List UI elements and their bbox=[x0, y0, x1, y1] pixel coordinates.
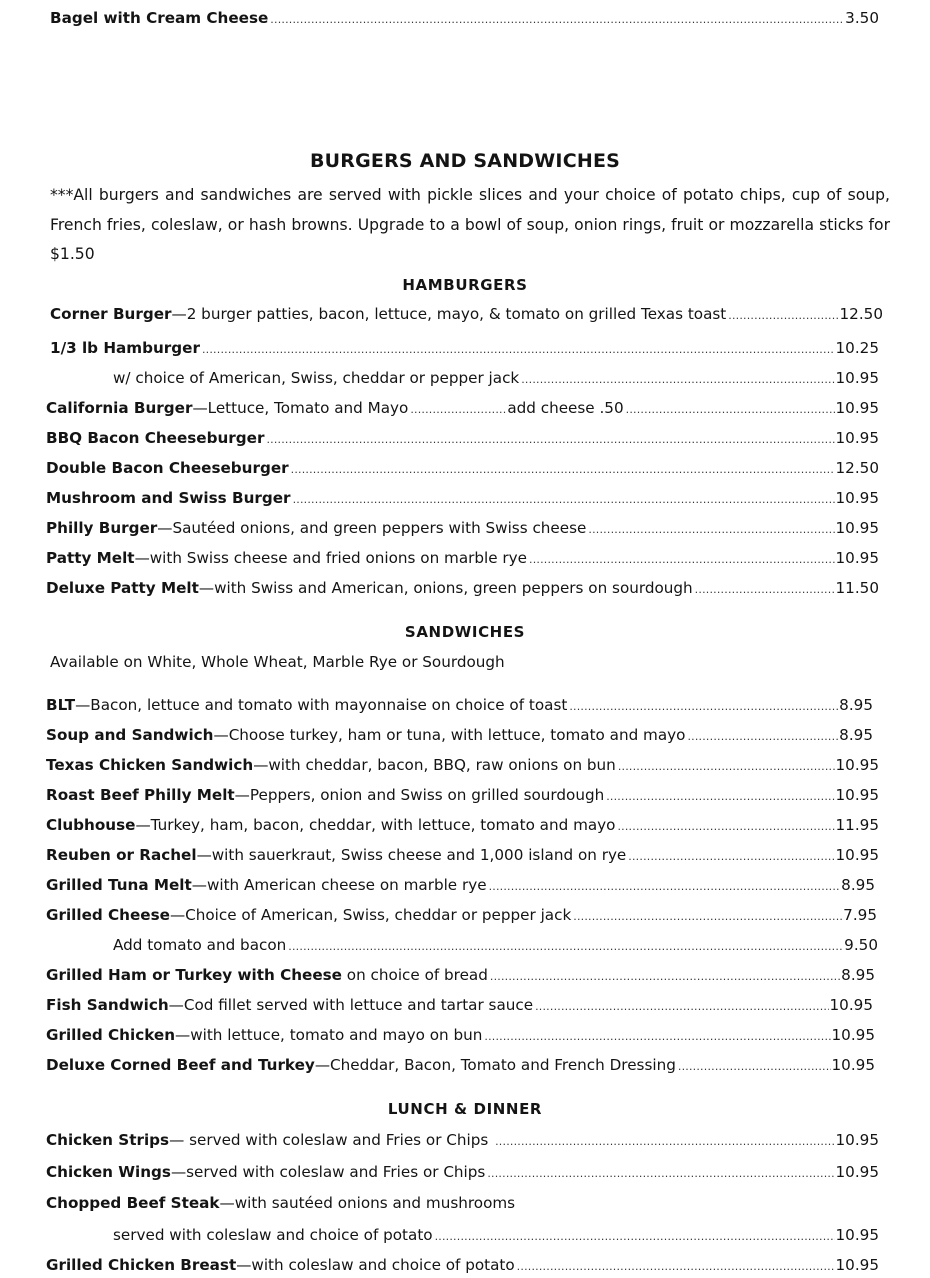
item-price: 10.95 bbox=[835, 1163, 879, 1181]
menu-item-deluxe-patty-melt bbox=[46, 577, 879, 599]
item-price: 8.95 bbox=[839, 726, 873, 744]
item-price: 11.95 bbox=[835, 816, 879, 834]
item-desc: —served with coleslaw and Fries or Chips bbox=[170, 1163, 486, 1181]
item-desc: —Peppers, onion and Swiss on grilled sourdough bbox=[234, 786, 605, 804]
item-price: 10.95 bbox=[835, 549, 879, 567]
item-price: 10.95 bbox=[835, 1131, 879, 1149]
menu-item-double-bacon-cheeseburger bbox=[46, 457, 879, 479]
menu-item-bbq-bacon-cheeseburger bbox=[46, 427, 879, 449]
menu-item-roast-beef-philly-melt bbox=[46, 784, 879, 806]
item-desc: —Choice of American, Swiss, cheddar or pepper jack bbox=[169, 906, 572, 924]
dot-leader bbox=[588, 517, 834, 541]
dot-leader bbox=[266, 427, 834, 451]
item-desc: —Turkey, ham, bacon, cheddar, with lettuce, tomato and mayo bbox=[135, 816, 616, 834]
item-name: Corner Burger bbox=[50, 305, 172, 323]
item-name: Deluxe Patty Melt bbox=[46, 579, 199, 597]
item-desc: —Sautéed onions, and green peppers with Swiss cheese bbox=[157, 519, 587, 537]
menu-item-texas-chicken-sandwich bbox=[46, 754, 879, 776]
item-desc: —with lettuce, tomato and mayo on bun bbox=[175, 1026, 483, 1044]
item-name: Philly Burger bbox=[46, 519, 158, 537]
menu-item-grilled-chicken bbox=[46, 1024, 875, 1046]
item-name: Soup and Sandwich bbox=[46, 726, 214, 744]
menu-item-hamburger-cheese-option bbox=[113, 367, 879, 389]
item-desc: —with cheddar, bacon, BBQ, raw onions on bun bbox=[253, 756, 616, 774]
item-desc: —Choose turkey, ham or tuna, with lettuce, tomato and mayo bbox=[213, 726, 686, 744]
menu-item-third-lb-hamburger bbox=[50, 337, 879, 359]
item-price: 10.95 bbox=[835, 846, 879, 864]
item-price: 10.95 bbox=[835, 1256, 879, 1274]
section-title: BURGERS AND SANDWICHES bbox=[309, 150, 621, 172]
dot-leader bbox=[695, 577, 835, 601]
menu-item-soup-and-sandwich bbox=[46, 724, 873, 746]
dot-leader bbox=[606, 784, 834, 808]
menu-item-patty-melt bbox=[46, 547, 879, 569]
item-desc: —with Swiss cheese and fried onions on marble rye bbox=[134, 549, 527, 567]
item-name: Double Bacon Cheeseburger bbox=[46, 459, 289, 477]
dot-leader bbox=[487, 1161, 834, 1185]
item-price: 10.95 bbox=[835, 1226, 879, 1244]
item-addon: add cheese .50 bbox=[507, 399, 624, 417]
item-name: Roast Beef Philly Melt bbox=[46, 786, 235, 804]
dot-leader bbox=[410, 397, 506, 421]
item-price: 10.95 bbox=[835, 519, 879, 537]
item-price: 10.95 bbox=[831, 1026, 875, 1044]
item-name: Bagel with Cream Cheese bbox=[50, 9, 269, 27]
menu-item-chopped-beef-steak-sides bbox=[113, 1224, 879, 1246]
item-name: Clubhouse bbox=[46, 816, 136, 834]
item-name: Grilled Chicken bbox=[46, 1026, 176, 1044]
item-desc: —Cheddar, Bacon, Tomato and French Dressing bbox=[314, 1056, 676, 1074]
menu-item-grilled-chicken-breast bbox=[46, 1254, 879, 1276]
item-price: 10.95 bbox=[831, 1056, 875, 1074]
dot-leader bbox=[435, 1224, 835, 1248]
dot-leader bbox=[521, 367, 834, 391]
menu-item-corner-burger bbox=[50, 303, 883, 325]
item-price: 10.95 bbox=[835, 369, 879, 387]
menu-item-chicken-strips bbox=[46, 1129, 879, 1151]
menu-item-chicken-wings bbox=[46, 1161, 879, 1183]
hamburgers-title: HAMBURGERS bbox=[402, 276, 528, 294]
item-name: Chicken Wings bbox=[46, 1163, 171, 1181]
dot-leader bbox=[495, 1129, 834, 1153]
dot-leader bbox=[489, 874, 841, 898]
item-price: 12.50 bbox=[835, 459, 879, 477]
item-name: Grilled Tuna Melt bbox=[46, 876, 192, 894]
item-name: Patty Melt bbox=[46, 549, 135, 567]
menu-item-grilled-ham-turkey-cheese bbox=[46, 964, 875, 986]
menu-item-grilled-tuna-melt bbox=[46, 874, 875, 896]
dot-leader bbox=[628, 844, 834, 868]
dot-leader bbox=[490, 964, 840, 988]
item-name: Chopped Beef Steak bbox=[46, 1194, 220, 1212]
dot-leader bbox=[291, 457, 835, 481]
item-desc: served with coleslaw and choice of potato bbox=[113, 1226, 433, 1244]
item-name: BBQ Bacon Cheeseburger bbox=[46, 429, 265, 447]
section-note: ***All burgers and sandwiches are served with pickle slices and your choice of potato chips, cup of soup, French fries, coleslaw, or hash browns. Upgrade to a bowl of soup, onion rings, fruit or mozzarella sticks for $1.50 bbox=[50, 186, 890, 263]
item-price: 7.95 bbox=[843, 906, 877, 924]
item-price: 10.95 bbox=[835, 786, 879, 804]
sandwiches-title: SANDWICHES bbox=[404, 623, 526, 641]
dot-leader bbox=[687, 724, 838, 748]
menu-item-deluxe-corned-beef-turkey bbox=[46, 1054, 875, 1076]
menu-item-grilled-cheese bbox=[46, 904, 877, 926]
item-desc: —with sautéed onions and mushrooms bbox=[219, 1194, 516, 1212]
item-name: Grilled Chicken Breast bbox=[46, 1256, 237, 1274]
item-name: Mushroom and Swiss Burger bbox=[46, 489, 291, 507]
menu-item-chopped-beef-steak bbox=[46, 1192, 879, 1214]
item-desc: — served with coleslaw and Fries or Chips bbox=[169, 1131, 494, 1149]
item-price: 10.95 bbox=[829, 996, 873, 1014]
dot-leader bbox=[618, 754, 835, 778]
item-price: 3.50 bbox=[845, 9, 879, 27]
dot-leader bbox=[535, 994, 828, 1018]
menu-item-bagel bbox=[50, 7, 879, 29]
dot-leader bbox=[728, 303, 838, 327]
item-desc: —with Swiss and American, onions, green peppers on sourdough bbox=[198, 579, 693, 597]
dot-leader bbox=[626, 397, 835, 421]
dot-leader bbox=[517, 1254, 835, 1278]
dot-leader bbox=[569, 694, 838, 718]
menu-item-blt bbox=[46, 694, 873, 716]
menu-item-philly-burger bbox=[46, 517, 879, 539]
lunch-dinner-title: LUNCH & DINNER bbox=[387, 1100, 543, 1118]
item-desc: —with sauerkraut, Swiss cheese and 1,000 island on rye bbox=[196, 846, 627, 864]
item-price: 12.50 bbox=[839, 305, 883, 323]
item-price: 10.25 bbox=[835, 339, 879, 357]
item-name: California Burger bbox=[46, 399, 193, 417]
item-name: Reuben or Rachel bbox=[46, 846, 197, 864]
dot-leader bbox=[270, 7, 844, 31]
item-name: Chicken Strips bbox=[46, 1131, 170, 1149]
item-price: 11.50 bbox=[835, 579, 879, 597]
item-price: 10.95 bbox=[835, 429, 879, 447]
dot-leader bbox=[293, 487, 835, 511]
item-desc: —Lettuce, Tomato and Mayo bbox=[192, 399, 409, 417]
item-desc: —Cod fillet served with lettuce and tartar sauce bbox=[168, 996, 534, 1014]
item-name: Deluxe Corned Beef and Turkey bbox=[46, 1056, 315, 1074]
menu-item-fish-sandwich bbox=[46, 994, 873, 1016]
item-desc: Add tomato and bacon bbox=[113, 936, 287, 954]
item-name: Grilled Cheese bbox=[46, 906, 170, 924]
item-name: BLT bbox=[46, 696, 76, 714]
item-desc: —with American cheese on marble rye bbox=[191, 876, 487, 894]
item-name: Texas Chicken Sandwich bbox=[46, 756, 254, 774]
item-desc: —with coleslaw and choice of potato bbox=[236, 1256, 515, 1274]
item-price: 8.95 bbox=[841, 876, 875, 894]
item-price: 8.95 bbox=[841, 966, 875, 984]
item-price: 8.95 bbox=[839, 696, 873, 714]
dot-leader bbox=[529, 547, 835, 571]
menu-item-clubhouse bbox=[46, 814, 879, 836]
item-price: 10.95 bbox=[835, 489, 879, 507]
dot-leader bbox=[678, 1054, 831, 1078]
menu-item-reuben-or-rachel bbox=[46, 844, 879, 866]
dot-leader bbox=[617, 814, 834, 838]
item-desc: —Bacon, lettuce and tomato with mayonnaise on choice of toast bbox=[75, 696, 568, 714]
item-price: 9.50 bbox=[844, 936, 878, 954]
dot-leader bbox=[573, 904, 842, 928]
item-name: Grilled Ham or Turkey with Cheese bbox=[46, 966, 342, 984]
item-desc: w/ choice of American, Swiss, cheddar or pepper jack bbox=[113, 369, 520, 387]
bread-availability: Available on White, Whole Wheat, Marble Rye or Sourdough bbox=[50, 653, 505, 671]
menu-item-mushroom-swiss-burger bbox=[46, 487, 879, 509]
item-name: Fish Sandwich bbox=[46, 996, 169, 1014]
dot-leader bbox=[202, 337, 835, 361]
menu-item-add-tomato-bacon bbox=[113, 934, 878, 956]
item-desc: on choice of bread bbox=[341, 966, 488, 984]
dot-leader bbox=[288, 934, 843, 958]
menu-item-california-burger bbox=[46, 397, 879, 419]
dot-leader bbox=[484, 1024, 830, 1048]
item-price: 10.95 bbox=[835, 399, 879, 417]
item-name: 1/3 lb Hamburger bbox=[50, 339, 200, 357]
item-price: 10.95 bbox=[835, 756, 879, 774]
item-desc: —2 burger patties, bacon, lettuce, mayo, & tomato on grilled Texas toast bbox=[171, 305, 727, 323]
